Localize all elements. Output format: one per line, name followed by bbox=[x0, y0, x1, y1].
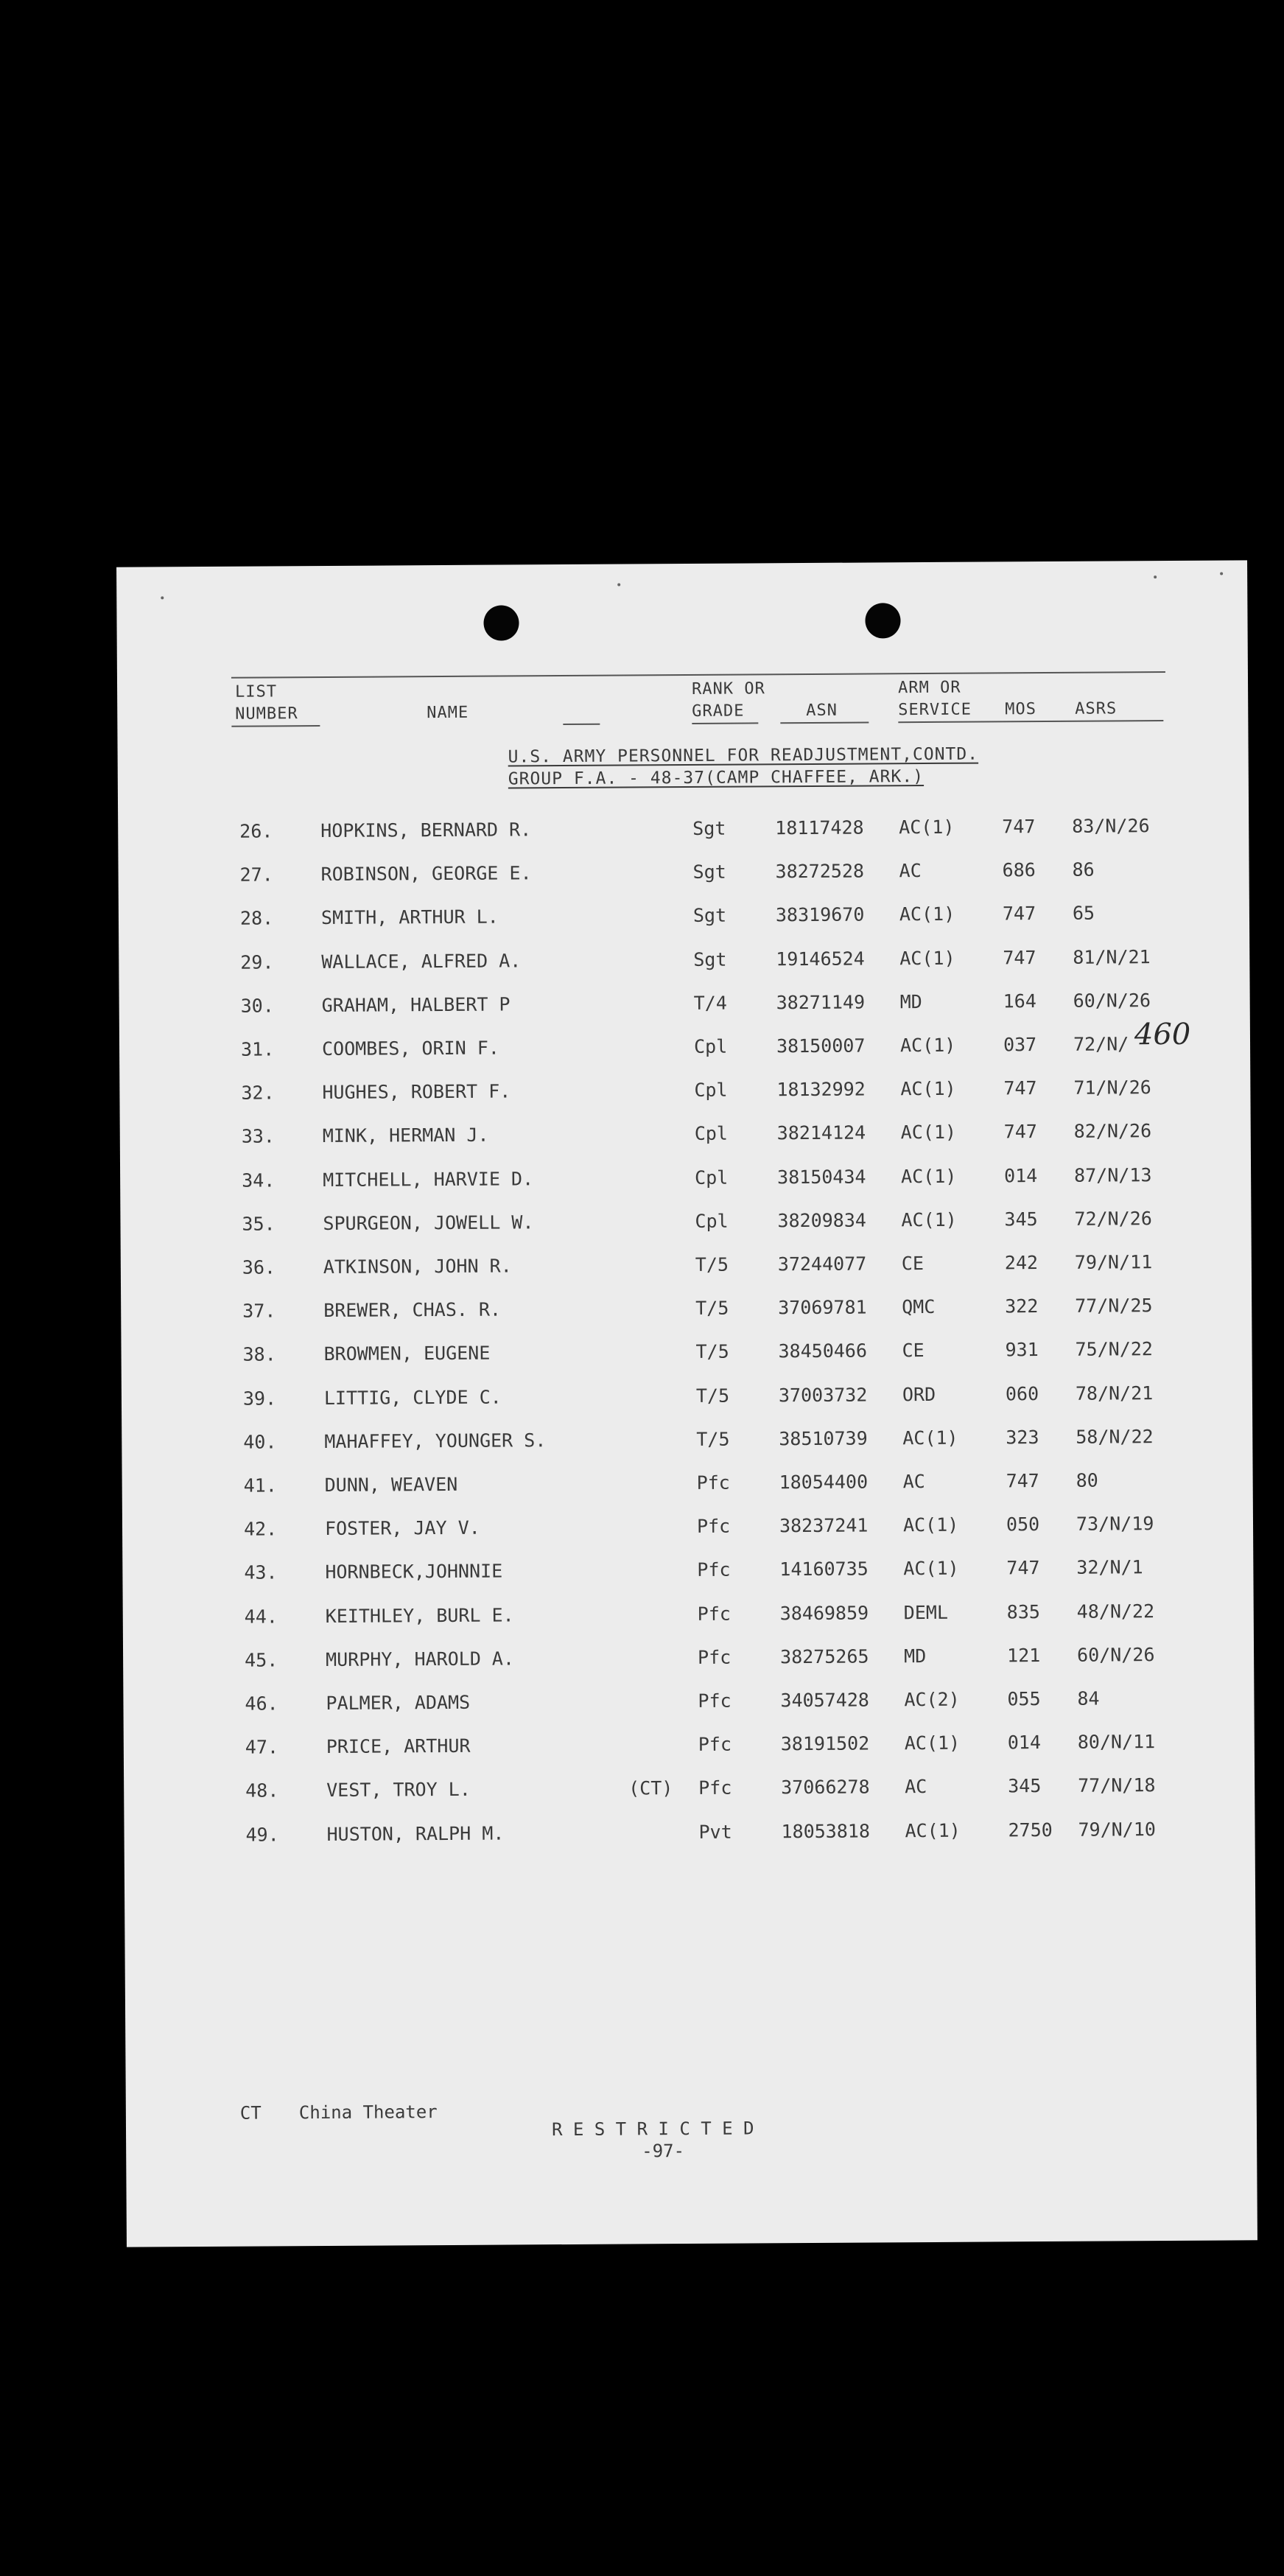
section-title-line2: GROUP F.A. - 48-37(CAMP CHAFFEE, ARK.) bbox=[508, 767, 925, 789]
arm-service-cell: MD bbox=[904, 1645, 927, 1667]
header-asrs-label: ASRS bbox=[1075, 699, 1118, 718]
name-cell: MURPHY, HAROLD A. bbox=[326, 1648, 515, 1670]
name-cell: LITTIG, CLYDE C. bbox=[323, 1386, 502, 1409]
asrs-cell: 86 bbox=[1072, 858, 1095, 881]
asrs-cell: 84 bbox=[1077, 1687, 1100, 1709]
list-number: 44. bbox=[244, 1605, 278, 1628]
mos-cell: 164 bbox=[1003, 990, 1036, 1012]
asn-cell: 38209834 bbox=[777, 1209, 866, 1232]
asrs-cell: 60/N/26 bbox=[1073, 989, 1151, 1012]
table-row bbox=[123, 1687, 1254, 1723]
list-number: 40. bbox=[243, 1431, 277, 1453]
table-row bbox=[123, 1600, 1254, 1636]
mos-cell: 747 bbox=[1002, 903, 1036, 925]
name-cell: BREWER, CHAS. R. bbox=[323, 1298, 502, 1322]
arm-service-cell: AC(1) bbox=[901, 1165, 957, 1187]
rank-cell: Pfc bbox=[696, 1471, 730, 1494]
theater-mark: (CT) bbox=[628, 1777, 673, 1799]
table-row bbox=[119, 1032, 1250, 1068]
rank-cell: T/4 bbox=[693, 992, 727, 1014]
list-number: 28. bbox=[239, 907, 274, 930]
header-list-label: LIST bbox=[235, 682, 278, 701]
name-cell: KEITHLEY, BURL E. bbox=[325, 1604, 514, 1627]
header-rule bbox=[231, 725, 320, 727]
rank-cell: Sgt bbox=[692, 817, 726, 839]
arm-service-cell: AC(1) bbox=[899, 947, 955, 969]
asrs-cell: 65 bbox=[1072, 902, 1095, 925]
column-header bbox=[116, 560, 1247, 724]
table-row bbox=[118, 814, 1249, 850]
mos-cell: 242 bbox=[1004, 1252, 1039, 1274]
asrs-cell: 80/N/11 bbox=[1077, 1731, 1156, 1753]
asrs-cell: 72/N/ bbox=[1073, 1033, 1129, 1055]
punch-hole-right bbox=[865, 603, 900, 638]
rank-cell: Pfc bbox=[698, 1646, 732, 1668]
table-row bbox=[124, 1730, 1255, 1766]
table-row bbox=[123, 1643, 1254, 1679]
arm-service-cell: AC(1) bbox=[904, 1732, 961, 1754]
header-rule bbox=[563, 724, 600, 725]
table-row bbox=[119, 902, 1249, 938]
header-top-rule bbox=[231, 671, 1165, 679]
table-row bbox=[121, 1250, 1252, 1287]
list-number: 35. bbox=[242, 1213, 276, 1235]
table-row bbox=[124, 1818, 1255, 1854]
table-row bbox=[124, 1774, 1255, 1810]
list-number: 33. bbox=[241, 1125, 276, 1148]
asn-cell: 18117428 bbox=[775, 816, 864, 839]
arm-service-cell: AC bbox=[902, 1471, 925, 1493]
arm-service-cell: AC(1) bbox=[899, 816, 955, 839]
table-row bbox=[122, 1425, 1252, 1461]
header-name-label: NAME bbox=[427, 703, 469, 723]
list-number: 43. bbox=[244, 1561, 278, 1584]
asrs-cell: 75/N/22 bbox=[1075, 1338, 1154, 1361]
header-grade-label: GRADE bbox=[692, 701, 745, 721]
table-row bbox=[122, 1469, 1253, 1505]
mos-cell: 835 bbox=[1006, 1600, 1040, 1623]
arm-service-cell: QMC bbox=[902, 1296, 936, 1318]
mos-cell: 037 bbox=[1003, 1034, 1037, 1056]
list-number: 37. bbox=[242, 1300, 276, 1322]
table-row bbox=[119, 989, 1250, 1025]
table-row bbox=[120, 1207, 1251, 1243]
rank-cell: Pfc bbox=[696, 1515, 731, 1538]
name-cell: HUGHES, ROBERT F. bbox=[322, 1080, 511, 1104]
arm-service-cell: AC bbox=[905, 1776, 927, 1798]
name-cell: MINK, HERMAN J. bbox=[322, 1124, 489, 1147]
list-number: 29. bbox=[240, 951, 274, 973]
asn-cell: 37244077 bbox=[777, 1253, 867, 1275]
mos-cell: 747 bbox=[1003, 946, 1036, 968]
asn-cell: 38510739 bbox=[779, 1427, 868, 1450]
rank-cell: Pfc bbox=[697, 1603, 731, 1625]
asrs-cell: 60/N/26 bbox=[1077, 1643, 1155, 1666]
table-row bbox=[119, 945, 1249, 981]
mos-cell: 686 bbox=[1002, 859, 1036, 881]
rank-cell: Sgt bbox=[692, 861, 726, 883]
table-row bbox=[121, 1295, 1252, 1331]
arm-service-cell: AC(1) bbox=[902, 1513, 959, 1536]
asn-cell: 18053818 bbox=[781, 1820, 871, 1842]
mos-cell: 322 bbox=[1005, 1295, 1039, 1317]
table-row bbox=[122, 1556, 1253, 1592]
speck bbox=[1220, 573, 1223, 575]
list-number: 36. bbox=[242, 1256, 276, 1278]
header-rule bbox=[898, 720, 1163, 723]
table-row bbox=[121, 1338, 1252, 1374]
document-page bbox=[116, 560, 1257, 2247]
name-cell: BROWMEN, EUGENE bbox=[323, 1343, 491, 1365]
list-number: 42. bbox=[243, 1518, 278, 1540]
mos-cell: 345 bbox=[1004, 1208, 1038, 1231]
mos-cell: 747 bbox=[1006, 1557, 1040, 1579]
name-cell: MAHAFFEY, YOUNGER S. bbox=[324, 1429, 547, 1452]
arm-service-cell: CE bbox=[901, 1253, 925, 1275]
table-row bbox=[122, 1382, 1252, 1418]
asrs-cell: 48/N/22 bbox=[1076, 1600, 1155, 1623]
arm-service-cell: AC(1) bbox=[902, 1427, 958, 1449]
asrs-cell: 87/N/13 bbox=[1074, 1163, 1152, 1186]
asrs-cell: 82/N/26 bbox=[1073, 1120, 1152, 1143]
list-number: 46. bbox=[245, 1693, 278, 1715]
list-number: 32. bbox=[241, 1082, 275, 1104]
list-number: 38. bbox=[242, 1343, 276, 1366]
rank-cell: T/5 bbox=[695, 1341, 729, 1363]
arm-service-cell: ORD bbox=[902, 1383, 936, 1405]
list-number: 31. bbox=[240, 1038, 275, 1060]
footnote-abbr: CT bbox=[239, 2102, 262, 2124]
mos-cell: 121 bbox=[1007, 1644, 1041, 1667]
name-cell: WALLACE, ALFRED A. bbox=[321, 949, 522, 973]
page-number: -97- bbox=[642, 2141, 685, 2162]
name-cell: GRAHAM, HALBERT P bbox=[321, 993, 511, 1016]
asn-cell: 38271149 bbox=[776, 991, 866, 1014]
asrs-cell: 77/N/18 bbox=[1078, 1774, 1156, 1797]
name-cell: VEST, TROY L. bbox=[326, 1779, 471, 1802]
mos-cell: 747 bbox=[1002, 816, 1036, 838]
list-number: 34. bbox=[242, 1169, 276, 1191]
asrs-cell: 81/N/21 bbox=[1073, 945, 1151, 968]
rank-cell: Sgt bbox=[692, 905, 727, 927]
name-cell: FOSTER, JAY V. bbox=[324, 1516, 480, 1540]
header-service-label: SERVICE bbox=[898, 700, 972, 720]
asn-cell: 38275265 bbox=[780, 1645, 869, 1668]
table-row bbox=[119, 1077, 1250, 1113]
arm-service-cell: DEML bbox=[903, 1601, 949, 1623]
asn-cell: 38469859 bbox=[779, 1602, 869, 1624]
mos-cell: 014 bbox=[1007, 1732, 1042, 1754]
mos-cell: 345 bbox=[1008, 1775, 1042, 1797]
list-number: 30. bbox=[240, 995, 274, 1017]
mos-cell: 323 bbox=[1006, 1426, 1039, 1449]
asrs-cell: 83/N/26 bbox=[1072, 815, 1150, 837]
arm-service-cell: AC(1) bbox=[903, 1558, 959, 1580]
rank-cell: Cpl bbox=[695, 1210, 729, 1232]
asn-cell: 37069781 bbox=[778, 1296, 867, 1319]
asrs-cell: 72/N/26 bbox=[1074, 1207, 1152, 1230]
list-number: 45. bbox=[245, 1649, 278, 1671]
header-rule bbox=[692, 722, 758, 724]
rank-cell: Pfc bbox=[698, 1690, 732, 1712]
name-cell: PRICE, ARTHUR bbox=[326, 1735, 471, 1758]
list-number: 26. bbox=[239, 820, 273, 842]
list-number: 39. bbox=[242, 1387, 277, 1410]
asn-cell: 14160735 bbox=[779, 1558, 869, 1581]
table-row bbox=[122, 1512, 1253, 1548]
asrs-cell: 80 bbox=[1076, 1469, 1098, 1491]
rank-cell: Pfc bbox=[697, 1559, 731, 1581]
asn-cell: 38272528 bbox=[775, 860, 865, 883]
arm-service-cell: AC(2) bbox=[904, 1688, 960, 1711]
arm-service-cell: AC(1) bbox=[901, 1208, 957, 1231]
arm-service-cell: AC(1) bbox=[899, 1034, 956, 1057]
name-cell: COOMBES, ORIN F. bbox=[321, 1037, 499, 1060]
asn-cell: 37066278 bbox=[781, 1776, 870, 1799]
list-number: 27. bbox=[239, 864, 273, 886]
rank-cell: Pfc bbox=[698, 1733, 732, 1756]
header-mos-label: MOS bbox=[1005, 700, 1037, 719]
header-rule bbox=[780, 721, 869, 724]
arm-service-cell: CE bbox=[902, 1340, 925, 1362]
rank-cell: T/5 bbox=[695, 1253, 729, 1275]
mos-cell: 060 bbox=[1005, 1382, 1039, 1404]
name-cell: MITCHELL, HARVIE D. bbox=[323, 1167, 534, 1191]
rank-cell: Cpl bbox=[693, 1035, 728, 1057]
name-cell: DUNN, WEAVEN bbox=[324, 1473, 458, 1497]
mos-cell: 747 bbox=[1003, 1121, 1037, 1143]
arm-service-cell: AC bbox=[899, 860, 922, 882]
rank-cell: Sgt bbox=[693, 948, 727, 970]
asrs-cell: 77/N/25 bbox=[1075, 1295, 1153, 1317]
asrs-cell: 73/N/19 bbox=[1076, 1513, 1154, 1535]
asn-cell: 18132992 bbox=[776, 1078, 866, 1101]
rank-cell: Cpl bbox=[694, 1123, 729, 1145]
arm-service-cell: AC(1) bbox=[905, 1819, 961, 1841]
name-cell: PALMER, ADAMS bbox=[326, 1691, 471, 1715]
name-cell: SMITH, ARTHUR L. bbox=[320, 906, 499, 929]
name-cell: HOPKINS, BERNARD R. bbox=[320, 819, 532, 842]
mos-cell: 014 bbox=[1004, 1164, 1038, 1186]
arm-service-cell: AC(1) bbox=[900, 1077, 956, 1100]
arm-service-cell: AC(1) bbox=[899, 903, 955, 925]
name-cell: HUSTON, RALPH M. bbox=[326, 1822, 505, 1845]
asn-cell: 34057428 bbox=[780, 1689, 869, 1712]
mos-cell: 050 bbox=[1006, 1513, 1040, 1536]
name-cell: ROBINSON, GEORGE E. bbox=[320, 862, 532, 886]
asn-cell: 18054400 bbox=[779, 1471, 869, 1494]
header-rank-label: RANK OR bbox=[692, 679, 765, 699]
asn-cell: 38150434 bbox=[777, 1166, 866, 1188]
mos-cell: 747 bbox=[1006, 1470, 1039, 1492]
table-row bbox=[120, 1120, 1251, 1156]
list-number: 41. bbox=[243, 1474, 277, 1497]
speck bbox=[161, 596, 164, 599]
rank-cell: Cpl bbox=[695, 1166, 729, 1189]
rank-cell: T/5 bbox=[695, 1385, 730, 1407]
punch-hole-left bbox=[483, 605, 519, 640]
header-asn-label: ASN bbox=[806, 701, 838, 720]
rank-cell: Pvt bbox=[698, 1821, 732, 1843]
mos-cell: 747 bbox=[1003, 1077, 1037, 1099]
asn-cell: 37003732 bbox=[778, 1384, 868, 1406]
restricted-stamp: R E S T R I C T E D bbox=[551, 2118, 754, 2141]
mos-cell: 931 bbox=[1005, 1339, 1039, 1361]
asn-cell: 38191502 bbox=[780, 1732, 870, 1755]
asrs-cell: 58/N/22 bbox=[1076, 1425, 1154, 1448]
mos-cell: 055 bbox=[1007, 1688, 1041, 1710]
asn-cell: 38214124 bbox=[776, 1121, 866, 1144]
list-number: 48. bbox=[245, 1779, 279, 1802]
name-cell: HORNBECK,JOHNNIE bbox=[325, 1560, 503, 1583]
rank-cell: T/5 bbox=[695, 1297, 729, 1320]
arm-service-cell: MD bbox=[899, 990, 922, 1013]
name-cell: ATKINSON, JOHN R. bbox=[323, 1255, 512, 1278]
asrs-cell: 79/N/10 bbox=[1078, 1818, 1156, 1841]
rank-cell: Pfc bbox=[698, 1777, 732, 1799]
asrs-cell: 32/N/1 bbox=[1076, 1556, 1143, 1579]
speck bbox=[1154, 575, 1157, 578]
table-row bbox=[120, 1163, 1251, 1200]
section-title-line1: U.S. ARMY PERSONNEL FOR READJUSTMENT,CONTD. bbox=[508, 744, 979, 767]
asrs-cell: 78/N/21 bbox=[1075, 1382, 1154, 1404]
header-number-label: NUMBER bbox=[235, 704, 298, 724]
footnote-text: China Theater bbox=[298, 2101, 438, 2124]
header-arm-label: ARM OR bbox=[897, 678, 961, 698]
mos-cell: 2750 bbox=[1008, 1819, 1053, 1841]
rank-cell: T/5 bbox=[696, 1428, 730, 1450]
speck bbox=[617, 584, 620, 587]
arm-service-cell: AC(1) bbox=[900, 1121, 957, 1144]
list-number: 49. bbox=[245, 1823, 279, 1846]
asn-cell: 38150007 bbox=[776, 1035, 866, 1057]
asn-cell: 38237241 bbox=[779, 1514, 869, 1537]
asn-cell: 38319670 bbox=[775, 903, 865, 926]
handwritten-number: 460 bbox=[1134, 1017, 1191, 1052]
asn-cell: 19146524 bbox=[776, 948, 865, 970]
asrs-cell: 71/N/26 bbox=[1073, 1077, 1151, 1099]
rank-cell: Cpl bbox=[694, 1079, 728, 1102]
table-row bbox=[119, 858, 1249, 895]
asrs-cell: 79/N/11 bbox=[1074, 1251, 1153, 1273]
name-cell: SPURGEON, JOWELL W. bbox=[323, 1211, 534, 1234]
list-number: 47. bbox=[245, 1736, 279, 1758]
asn-cell: 38450466 bbox=[778, 1340, 868, 1362]
